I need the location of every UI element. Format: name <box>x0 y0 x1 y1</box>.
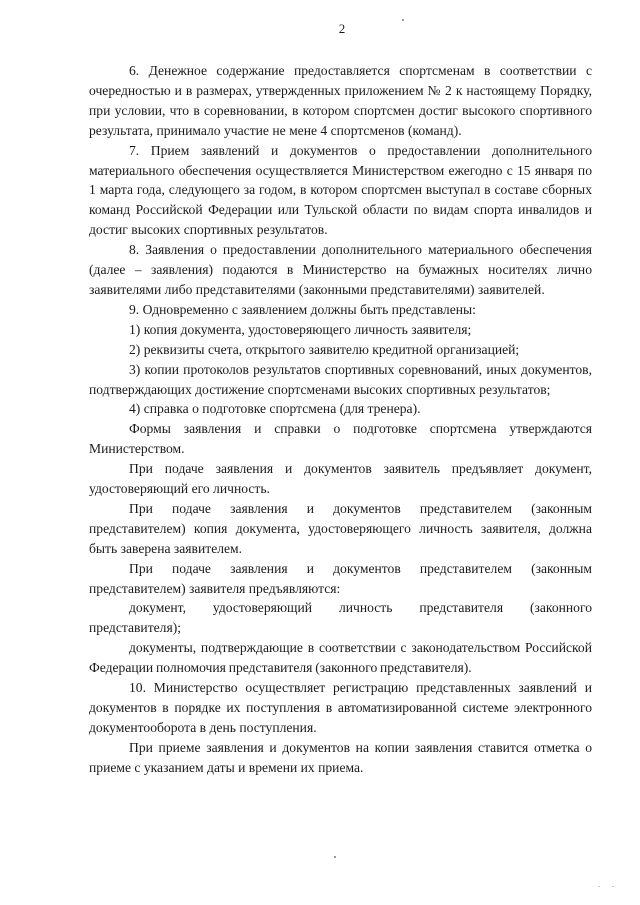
scan-speck <box>334 856 336 858</box>
scan-speck <box>612 886 614 887</box>
list-item-4: 4) справка о подготовке спортсмена (для тренера). <box>129 401 421 417</box>
paragraph-8: 8. Заявления о предоставлении дополнительного материального обеспечения (далее – заявления) подаются в Министерство на бумажных носителях лично заявителями либо представителями (законными представителями) заявителей. <box>89 242 592 297</box>
paragraph-authority-docs: документы, подтверждающие в соответствии с законодательством Российской Федерации полномочия представителя (законного представителя). <box>89 640 592 676</box>
paragraph-9: 9. Одновременно с заявлением должны быть представлены: <box>129 301 476 317</box>
scan-speck <box>598 886 600 887</box>
list-item-3: 3) копии протоколов результатов спортивных соревнований, иных документов, подтверждающих достижение спортсменами высоких спортивных результатов; <box>89 361 592 397</box>
scan-speck <box>402 19 404 21</box>
paragraph-representative-copy: При подаче заявления и документов представителем (законным представителем) копия документа, удостоверяющего личность заявителя, должна быть заверена заявителем. <box>89 500 592 556</box>
paragraph-representative-presents: При подаче заявления и документов представителем (законным представителем) заявителя предъявляются: <box>89 560 592 596</box>
paragraph-forms: Формы заявления и справки о подготовке спортсмена утверждаются Министерством. <box>89 421 592 457</box>
list-item-1: 1) копия документа, удостоверяющего личность заявителя; <box>129 321 472 337</box>
list-item-2: 2) реквизиты счета, открытого заявителю кредитной организацией; <box>129 341 520 357</box>
paragraph-receipt-mark: При приеме заявления и документов на копии заявления ставится отметка о приеме с указанием даты и времени их приема. <box>89 739 592 775</box>
page-number: 2 <box>338 21 346 36</box>
paragraph-10: 10. Министерство осуществляет регистрацию представленных заявлений и документов в порядке их поступления в автоматизированной системе электронного документооборота в день поступления. <box>89 680 592 735</box>
paragraph-7: 7. Прием заявлений и документов о предоставлении дополнительного материального обеспечения осуществляется Министерством ежегодно с 15 января по 1 марта года, следующего за годом, в котором спортсмен выступал в составе сборных команд Российской Федерации или Тульской области по видам спорта инвалидов и достиг высоких спортивных результатов. <box>89 142 592 238</box>
paragraph-applicant-id: При подаче заявления и документов заявитель предъявляет документ, удостоверяющий его личность. <box>89 461 592 497</box>
paragraph-6: 6. Денежное содержание предоставляется спортсменам в соответствии с очередностью и в размерах, утвержденных приложением № 2 к настоящему Порядку, при условии, что в соревновании, в котором спортсмен достиг высокого спортивного результата, принимало участие не мене 4 спортсменов (команд). <box>89 63 592 138</box>
document-body <box>89 61 592 778</box>
paragraph-representative-id: документ, удостоверяющий личность представителя (законного представителя); <box>89 600 592 636</box>
